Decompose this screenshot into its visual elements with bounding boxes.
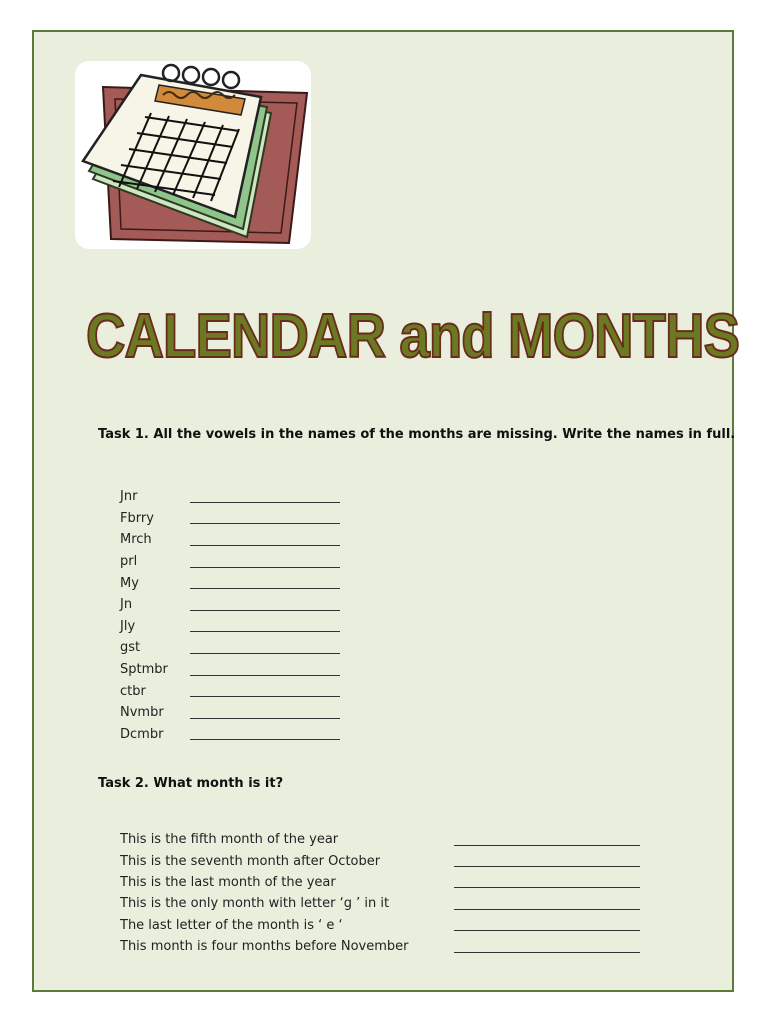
- scrambled-month: gst: [120, 640, 141, 656]
- list-item: [120, 637, 340, 659]
- list-item: [120, 529, 340, 551]
- list-item: [120, 616, 340, 638]
- scrambled-month: My: [120, 575, 139, 591]
- clue-text: This is the fifth month of the year: [120, 832, 339, 848]
- list-item: [120, 486, 340, 508]
- list-item: [120, 915, 640, 936]
- list-item: [120, 893, 640, 914]
- answer-blank: [190, 620, 340, 632]
- task2-heading: Task 2. What month is it?: [98, 776, 284, 791]
- answer-blank: [190, 599, 340, 611]
- worksheet-page: [32, 30, 740, 992]
- list-item: [120, 572, 340, 594]
- list-item: [120, 551, 340, 573]
- list-item: [120, 724, 340, 746]
- answer-blank: [190, 491, 340, 503]
- scrambled-month: Jly: [120, 618, 136, 634]
- scrambled-month-list: [120, 486, 340, 745]
- list-item: [120, 659, 340, 681]
- list-item: [120, 850, 640, 871]
- answer-blank: [190, 707, 340, 719]
- answer-blank: [190, 577, 340, 589]
- scrambled-month: Mrch: [120, 532, 152, 548]
- answer-blank: [190, 556, 340, 568]
- list-item: [120, 872, 640, 893]
- answer-blank: [190, 642, 340, 654]
- task1-heading: Task 1. All the vowels in the names of the months are missing. Write the names in full.: [98, 427, 736, 442]
- answer-blank: [190, 728, 340, 740]
- clue-text: The last letter of the month is ‘ e ‘: [120, 917, 343, 933]
- calendar-illustration: [75, 61, 311, 249]
- scrambled-month: Sptmbr: [120, 662, 168, 678]
- scrambled-month: Nvmbr: [120, 705, 164, 721]
- answer-blank: [190, 534, 340, 546]
- answer-blank: [190, 512, 340, 524]
- answer-blank: [454, 919, 640, 931]
- answer-blank: [190, 664, 340, 676]
- answer-blank: [454, 855, 640, 867]
- clue-text: This is the seventh month after October: [120, 853, 381, 869]
- list-item: [120, 508, 340, 530]
- clue-text: This is the only month with letter ‘g ’ in it: [120, 896, 390, 912]
- scrambled-month: Fbrry: [120, 510, 154, 526]
- scrambled-month: Jnr: [120, 489, 138, 505]
- list-item: [120, 702, 340, 724]
- answer-blank: [454, 876, 640, 888]
- page-title: CALENDAR and MONTHS: [86, 302, 740, 371]
- calendar-icon: [75, 61, 311, 249]
- answer-blank: [454, 898, 640, 910]
- clue-text: This month is four months before November: [120, 939, 409, 955]
- list-item: [120, 829, 640, 850]
- list-item: [120, 594, 340, 616]
- answer-blank: [454, 834, 640, 846]
- answer-blank: [454, 941, 640, 953]
- list-item: [120, 680, 340, 702]
- answer-blank: [190, 685, 340, 697]
- scrambled-month: ctbr: [120, 683, 146, 699]
- list-item: [120, 936, 640, 957]
- scrambled-month: Jn: [120, 597, 133, 613]
- clue-text: This is the last month of the year: [120, 874, 336, 890]
- scrambled-month: Dcmbr: [120, 726, 164, 742]
- month-clue-list: [120, 829, 640, 957]
- scrambled-month: prl: [120, 554, 138, 570]
